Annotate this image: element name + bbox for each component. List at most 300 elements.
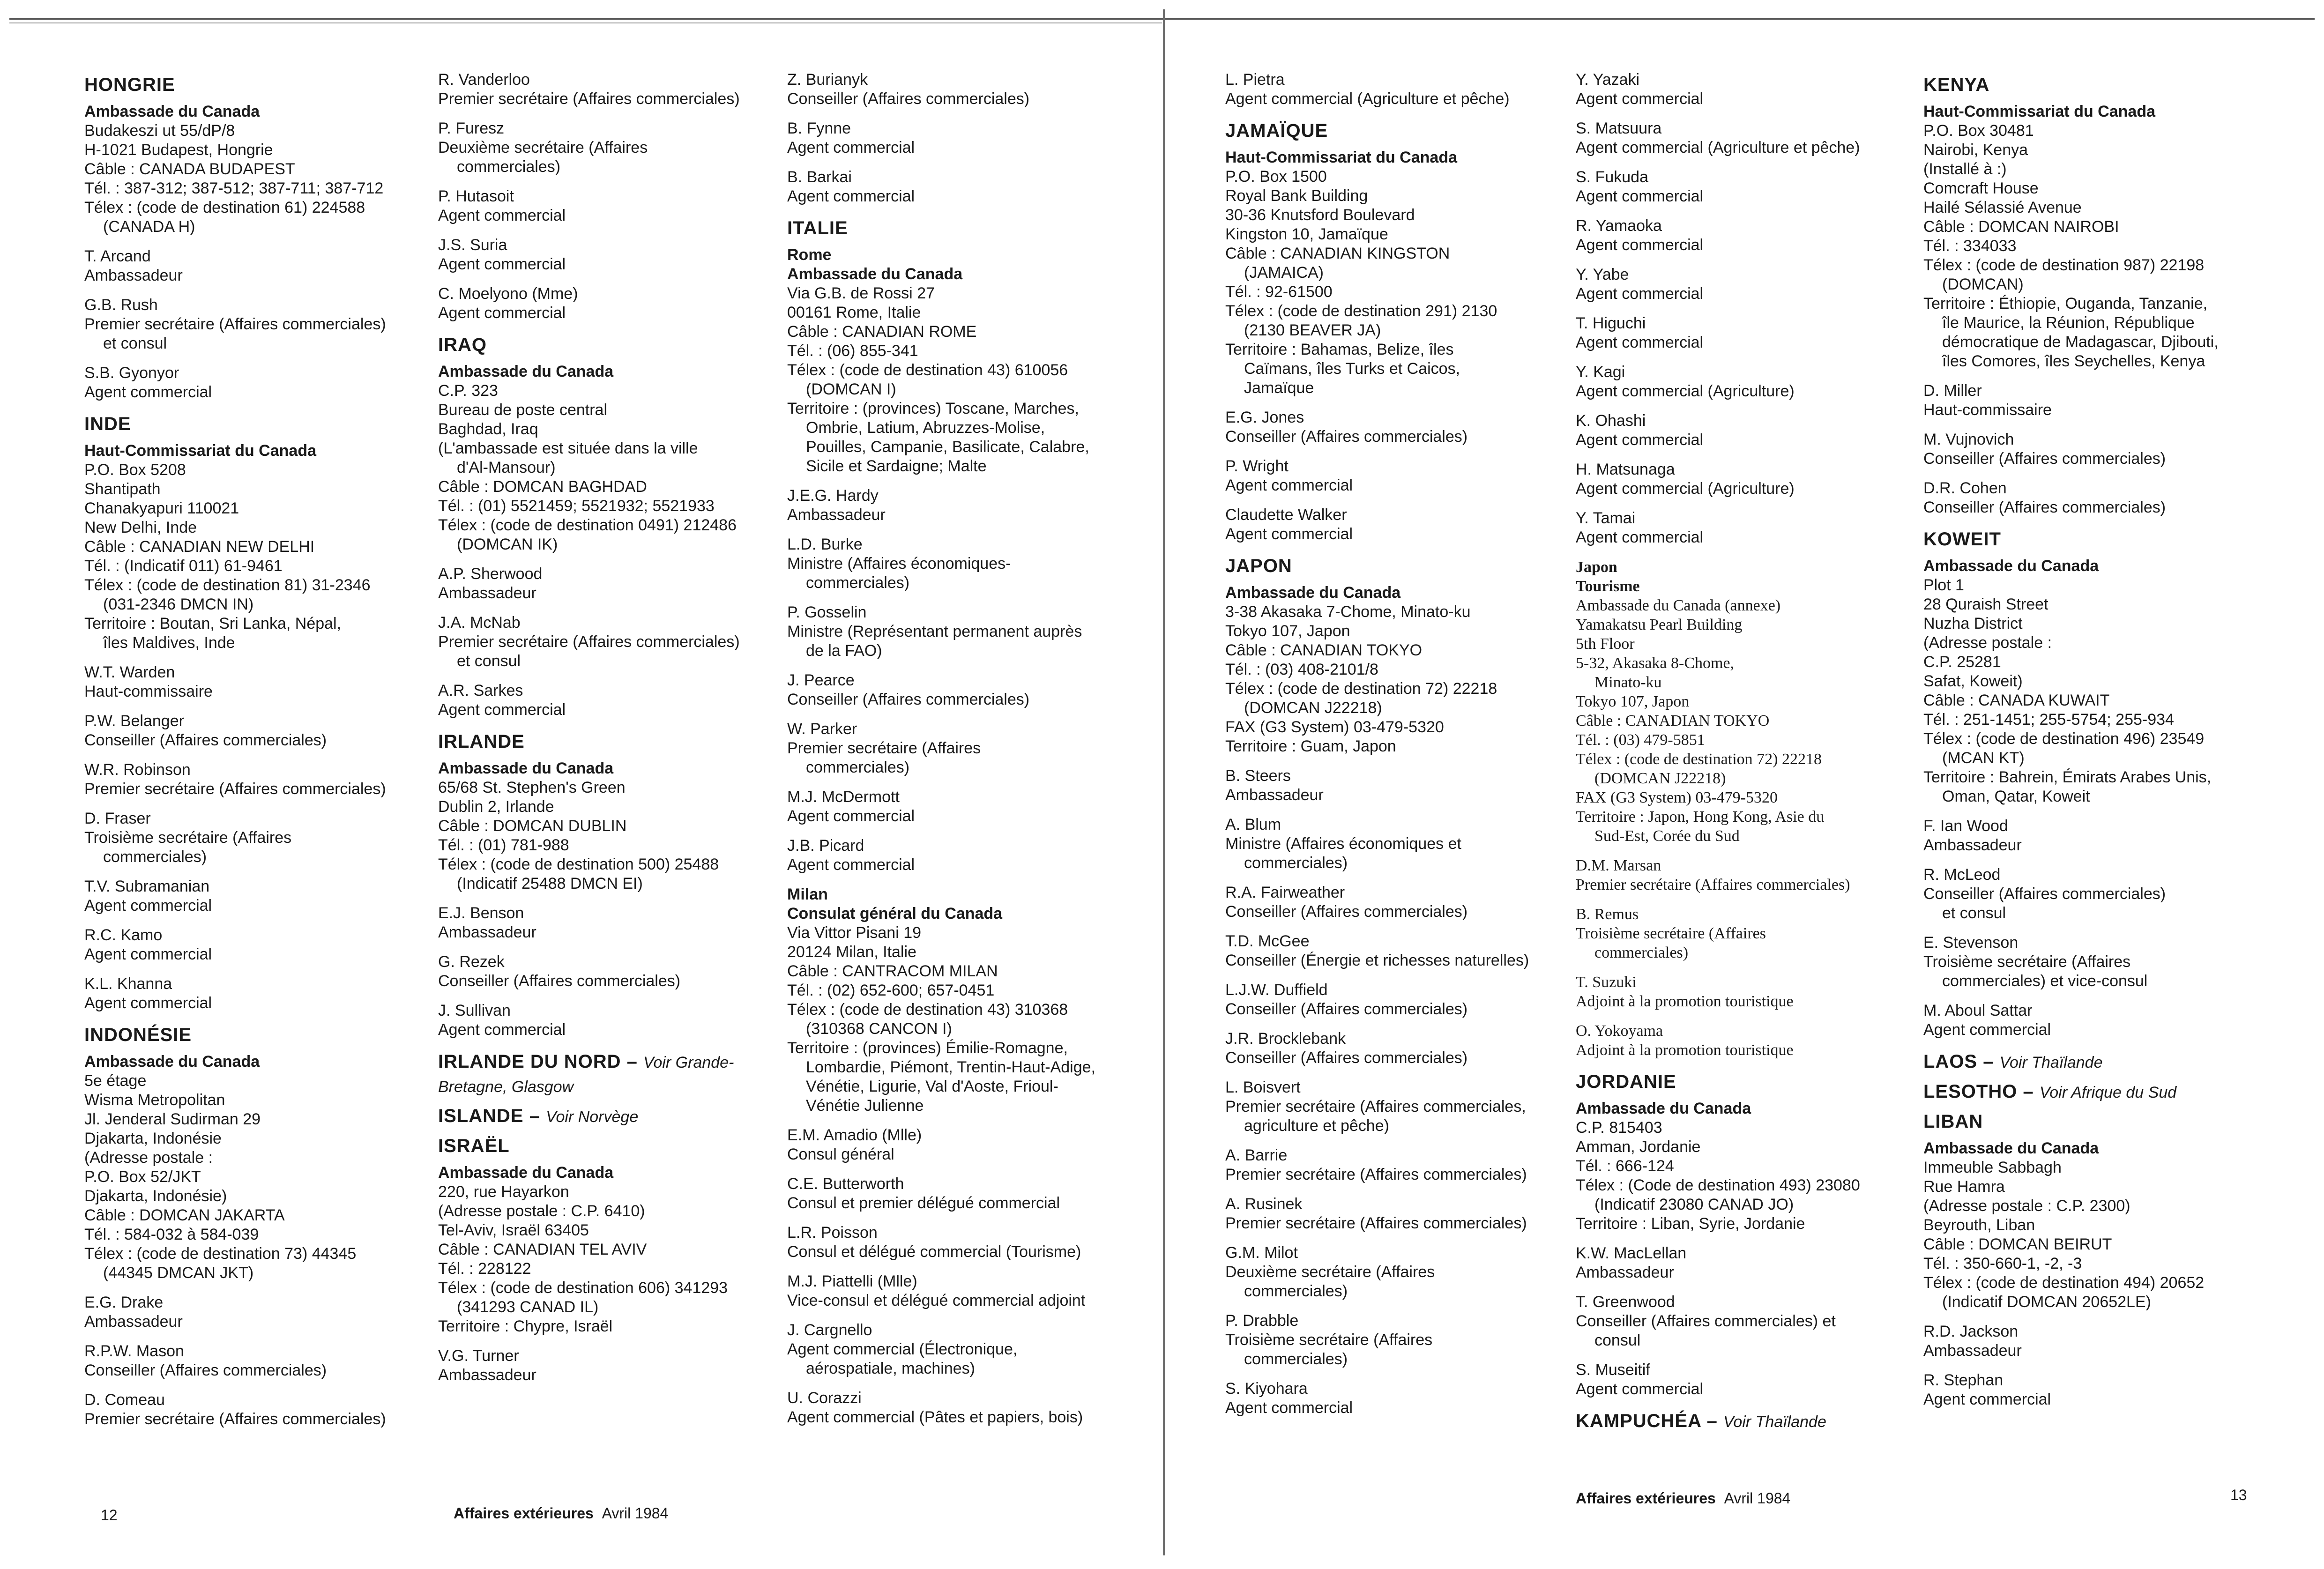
person-name: K.L. Khanna xyxy=(84,975,172,993)
country-heading-islande: ISLANDE – Voir Norvège xyxy=(438,1106,639,1126)
person-name: B. Barkai xyxy=(787,168,852,186)
office-title: Ambassade du Canada xyxy=(84,103,260,120)
person-name: J. Sullivan xyxy=(438,1002,511,1019)
person-name: L.D. Burke xyxy=(787,535,863,553)
person-name: Claudette Walker xyxy=(1225,506,1347,524)
address-line: îles Maldives, Inde xyxy=(103,634,235,652)
address-line: Lombardie, Piémont, Trentin-Haut-Adige, xyxy=(806,1058,1095,1076)
staff-entry xyxy=(84,809,422,867)
address-line: Tél. : 334033 xyxy=(1923,237,2017,255)
address-line: (Adresse postale : xyxy=(1923,634,2052,652)
address-line: (DOMCAN) xyxy=(1942,275,2024,293)
person-title: Conseiller (Affaires commerciales) et xyxy=(1576,1312,1836,1330)
top-rule-thin xyxy=(9,22,1162,23)
person-title: consul xyxy=(1594,1331,1641,1349)
person-name: D. Miller xyxy=(1923,382,1982,400)
person-title: Conseiller (Affaires commerciales) xyxy=(438,972,681,990)
person-name: A.P. Sherwood xyxy=(438,565,543,583)
address-line: Territoire : Éthiopie, Ouganda, Tanzanie, xyxy=(1923,295,2208,312)
person-title: Conseiller (Affaires commerciales) xyxy=(1225,1000,1468,1018)
person-title: commerciales) xyxy=(103,848,207,866)
address-line: Royal Bank Building xyxy=(1225,187,1368,205)
address-line: Bureau de poste central xyxy=(438,401,608,419)
staff-entry xyxy=(787,603,1125,661)
person-name: V.G. Turner xyxy=(438,1347,519,1365)
person-title: Agent commercial xyxy=(787,187,915,205)
address-line: Télex : (code de destination 73) 44345 xyxy=(84,1245,357,1263)
person-name: M. Vujnovich xyxy=(1923,431,2014,448)
staff-entry xyxy=(787,1126,1125,1164)
staff-entry xyxy=(84,974,422,1013)
office-block xyxy=(787,885,1125,1115)
person-name: J.E.G. Hardy xyxy=(787,487,879,505)
person-name: S.B. Gyonyor xyxy=(84,364,179,382)
person-name: W.T. Warden xyxy=(84,663,175,681)
address-line: (CANADA H) xyxy=(103,218,195,236)
staff-entry xyxy=(1576,314,1913,352)
staff-entry xyxy=(787,1175,1125,1213)
person-name: M. Aboul Sattar xyxy=(1923,1002,2033,1019)
staff-entry xyxy=(1225,932,1563,970)
person-name: W. Parker xyxy=(787,720,857,738)
person-title: commerciales) xyxy=(806,574,910,592)
person-name: D. Comeau xyxy=(84,1391,165,1409)
address-line: 220, rue Hayarkon xyxy=(438,1183,569,1201)
address-line: Chanakyapuri 110021 xyxy=(84,499,239,517)
person-title: et consul xyxy=(1942,904,2006,922)
address-line: Territoire : Guam, Japon xyxy=(1225,737,1396,755)
office-block xyxy=(1225,148,1563,398)
office-block xyxy=(1923,1139,2261,1312)
person-title: Agent commercial (Pâtes et papiers, bois) xyxy=(787,1408,1083,1426)
person-title: Agent commercial xyxy=(1225,1399,1353,1417)
address-line: (341293 CANAD IL) xyxy=(457,1298,599,1316)
address-line: 28 Quraish Street xyxy=(1923,595,2048,613)
address-line: Immeuble Sabbagh xyxy=(1923,1159,2062,1176)
person-name: B. Remus xyxy=(1576,906,1639,923)
address-line: Télex : (code de destination 43) 610056 xyxy=(787,361,1068,379)
staff-entry xyxy=(787,836,1125,875)
staff-entry xyxy=(1576,973,1913,1011)
staff-entry xyxy=(1225,506,1563,544)
staff-entry xyxy=(438,681,775,720)
left-footer-title: Affaires extérieures xyxy=(454,1505,594,1522)
person-name: T. Suzuki xyxy=(1576,974,1637,991)
address-line: Territoire : (provinces) Toscane, Marches, xyxy=(787,400,1079,417)
country-heading-irlande-du-nord: IRLANDE DU NORD – Voir Grande-Bretagne, Glasgow xyxy=(438,1051,734,1096)
office-title: Ambassade du Canada xyxy=(1923,1139,2099,1157)
address-line: Câble : CANTRACOM MILAN xyxy=(787,962,998,980)
address-line: (DOMCAN J22218) xyxy=(1244,699,1382,717)
country-name: KENYA xyxy=(1923,74,1990,95)
person-title: Ambassadeur xyxy=(1923,836,2022,854)
address-line: Télex : (code de destination 987) 22198 xyxy=(1923,256,2205,274)
person-title: Premier secrétaire (Affaires commerciales) xyxy=(438,90,740,108)
person-title: Premier secrétaire (Affaires commerciales) xyxy=(1576,876,1850,893)
office-title: Japon xyxy=(1576,558,1617,576)
address-line: Territoire : Bahrein, Émirats Arabes Unis, xyxy=(1923,768,2212,786)
person-title: Agent commercial xyxy=(787,856,915,874)
staff-entry xyxy=(438,70,775,109)
address-line: Shantipath xyxy=(84,480,161,498)
staff-entry xyxy=(787,70,1125,109)
staff-entry xyxy=(84,760,422,799)
address-line: Djakarta, Indonésie xyxy=(84,1130,222,1147)
address-line: (JAMAICA) xyxy=(1244,264,1324,282)
staff-entry xyxy=(1576,265,1913,304)
address-line: Tél. : (01) 781-988 xyxy=(438,836,569,854)
address-line: (310368 CANCON I) xyxy=(806,1020,952,1038)
staff-entry xyxy=(438,613,775,671)
staff-entry xyxy=(1225,1379,1563,1418)
person-name: U. Corazzi xyxy=(787,1389,862,1407)
address-line: Câble : CANADIAN KINGSTON xyxy=(1225,245,1450,262)
person-title: Premier secrétaire (Affaires commerciales) xyxy=(1225,1166,1527,1183)
address-line: C.P. 323 xyxy=(438,382,498,400)
country-heading-inde xyxy=(84,412,422,436)
office-block xyxy=(1576,1099,1913,1234)
address-line: P.O. Box 5208 xyxy=(84,461,186,479)
country-heading-kampuchea: KAMPUCHÉA – Voir Thaïlande xyxy=(1576,1411,1826,1431)
address-line: Territoire : (provinces) Émilie-Romagne, xyxy=(787,1039,1068,1057)
address-line: Ambassade du Canada (annexe) xyxy=(1576,597,1781,614)
country-heading-israel xyxy=(438,1134,775,1158)
left-page-column-3 xyxy=(787,70,1125,1437)
address-line: (DOMCAN J22218) xyxy=(1594,770,1726,787)
person-name: R. Stephan xyxy=(1923,1371,2004,1389)
person-name: E.G. Drake xyxy=(84,1294,164,1311)
office-block xyxy=(438,362,775,554)
address-line: (44345 DMCAN JKT) xyxy=(103,1264,254,1282)
person-name: J.B. Picard xyxy=(787,837,864,855)
staff-entry xyxy=(438,236,775,274)
person-name: E.M. Amadio (Mlle) xyxy=(787,1126,922,1144)
country-heading-irlande xyxy=(438,730,775,753)
address-line: Vénétie, Ligurie, Val d'Aoste, Frioul- xyxy=(806,1078,1058,1095)
address-line: Djakarta, Indonésie) xyxy=(84,1187,227,1205)
person-title: de la FAO) xyxy=(806,642,882,660)
person-name: S. Fukuda xyxy=(1576,168,1648,186)
staff-entry xyxy=(1225,1146,1563,1184)
person-name: D.M. Marsan xyxy=(1576,857,1661,874)
address-line: Télex : (code de destination 291) 2130 xyxy=(1225,302,1497,320)
country-name: KAMPUCHÉA xyxy=(1576,1411,1701,1431)
person-name: L.R. Poisson xyxy=(787,1224,878,1242)
staff-entry xyxy=(438,187,775,225)
person-name: L. Boisvert xyxy=(1225,1078,1301,1096)
person-name: P. Gosselin xyxy=(787,603,867,621)
address-line: Tél. : 584-032 à 584-039 xyxy=(84,1226,259,1243)
office-title: Haut-Commissariat du Canada xyxy=(1923,103,2155,120)
address-line: Tél. : (06) 855-341 xyxy=(787,342,918,360)
staff-entry xyxy=(787,671,1125,709)
person-title: Vice-consul et délégué commercial adjoint xyxy=(787,1292,1086,1309)
staff-entry xyxy=(84,926,422,964)
address-line: Territoire : Japon, Hong Kong, Asie du xyxy=(1576,808,1825,825)
address-line: Sicile et Sardaigne; Malte xyxy=(806,457,987,475)
staff-entry xyxy=(438,284,775,323)
person-name: R.C. Kamo xyxy=(84,926,163,944)
address-line: Télex : (code de destination 496) 23549 xyxy=(1923,730,2205,748)
address-line: Télex : (code de destination 43) 310368 xyxy=(787,1001,1068,1019)
address-line: (Indicatif 23080 CANAD JO) xyxy=(1594,1196,1794,1213)
person-name: J.R. Brocklebank xyxy=(1225,1030,1346,1048)
address-line: (Indicatif 25488 DMCN EI) xyxy=(457,875,643,892)
person-title: Agent commercial (Électronique, xyxy=(787,1340,1018,1358)
address-line: Tél. : (03) 408-2101/8 xyxy=(1225,661,1378,678)
person-name: P. Drabble xyxy=(1225,1312,1299,1330)
person-title: Conseiller (Affaires commerciales) xyxy=(1923,498,2166,516)
person-name: G.M. Milot xyxy=(1225,1244,1298,1262)
person-title: commerciales) xyxy=(1244,1350,1348,1368)
office-block xyxy=(84,441,422,653)
person-name: A. Blum xyxy=(1225,816,1281,833)
staff-entry xyxy=(787,1272,1125,1310)
address-line: Câble : DOMCAN JAKARTA xyxy=(84,1206,285,1224)
person-name: A. Rusinek xyxy=(1225,1195,1303,1213)
address-line: Tél. : 387-312; 387-512; 387-711; 387-712 xyxy=(84,179,384,197)
person-name: J. Cargnello xyxy=(787,1321,872,1339)
country-name: LESOTHO xyxy=(1923,1081,2018,1102)
person-title: Agent commercial (Agriculture et pêche) xyxy=(1576,139,1860,156)
address-line: P.O. Box 52/JKT xyxy=(84,1168,201,1186)
person-title: Ambassadeur xyxy=(438,584,536,602)
address-line: Wisma Metropolitan xyxy=(84,1091,225,1109)
person-title: Ministre (Affaires économiques- xyxy=(787,555,1011,573)
see-reference: Voir Norvège xyxy=(546,1108,639,1126)
staff-entry xyxy=(1225,766,1563,805)
office-subtitle: Tourisme xyxy=(1576,578,1640,595)
person-name: C. Moelyono (Mme) xyxy=(438,285,578,303)
person-title: Agent commercial xyxy=(438,207,566,224)
country-heading-liban xyxy=(1923,1110,2261,1133)
address-line: Télex : (code de destination 81) 31-2346 xyxy=(84,576,371,594)
staff-entry xyxy=(1225,1195,1563,1233)
address-line: (2130 BEAVER JA) xyxy=(1244,321,1381,339)
office-block xyxy=(1576,558,1913,846)
person-name: T. Higuchi xyxy=(1576,314,1646,332)
address-line: Hailé Sélassié Avenue xyxy=(1923,199,2082,216)
person-name: J. Pearce xyxy=(787,671,855,689)
staff-entry xyxy=(1225,1029,1563,1068)
see-reference: Voir Grande-Bretagne, Glasgow xyxy=(438,1054,734,1096)
person-title: Premier secrétaire (Affaires commerciales) xyxy=(84,315,386,333)
person-title: Agent commercial xyxy=(84,383,212,401)
person-name: L. Pietra xyxy=(1225,71,1285,89)
country-heading-kenya xyxy=(1923,73,2261,97)
person-title: Agent commercial xyxy=(1225,525,1353,543)
person-name: S. Matsuura xyxy=(1576,119,1662,137)
address-line: Ombrie, Latium, Abruzzes-Molise, xyxy=(806,419,1045,437)
left-page-column-1 xyxy=(84,70,422,1439)
staff-entry xyxy=(84,663,422,701)
address-line: Territoire : Bahamas, Belize, îles xyxy=(1225,341,1454,358)
address-line: îles Comores, îles Seychelles, Kenya xyxy=(1942,352,2205,370)
person-title: Conseiller (Affaires commerciales) xyxy=(787,90,1030,108)
staff-entry xyxy=(1225,815,1563,873)
page-gutter xyxy=(1163,9,1165,1555)
person-name: R. Vanderloo xyxy=(438,71,530,89)
address-line: Amman, Jordanie xyxy=(1576,1138,1701,1156)
person-title: Troisième secrétaire (Affaires xyxy=(1923,953,2131,971)
address-line: (Adresse postale : xyxy=(84,1149,213,1167)
address-line: Kingston 10, Jamaïque xyxy=(1225,225,1388,243)
address-line: 5-32, Akasaka 8-Chome, xyxy=(1576,654,1735,672)
staff-entry xyxy=(1225,70,1563,109)
top-rule xyxy=(9,18,2315,20)
country-name: ITALIE xyxy=(787,218,848,238)
address-line: Tél. : 666-124 xyxy=(1576,1157,1674,1175)
office-subtitle: Consulat général du Canada xyxy=(787,905,1003,922)
staff-entry xyxy=(1225,1311,1563,1369)
address-line: 5th Floor xyxy=(1576,635,1635,653)
person-title: Ambassadeur xyxy=(1923,1342,2022,1360)
staff-entry xyxy=(1923,817,2261,855)
person-title: Agent commercial xyxy=(438,304,566,322)
address-line: Tél. : 251-1451; 255-5754; 255-934 xyxy=(1923,711,2174,729)
person-title: commerciales) xyxy=(1244,1282,1348,1300)
person-name: Y. Tamai xyxy=(1576,509,1636,527)
country-name: KOWEIT xyxy=(1923,529,2001,550)
staff-entry xyxy=(1225,457,1563,495)
staff-entry xyxy=(787,486,1125,525)
address-line: Oman, Qatar, Koweit xyxy=(1942,788,2090,805)
country-heading-koweit xyxy=(1923,528,2261,551)
person-title: commerciales) xyxy=(806,758,910,776)
office-title: Ambassade du Canada xyxy=(438,1164,614,1182)
person-title: Agent commercial xyxy=(1225,476,1353,494)
person-name: H. Matsunaga xyxy=(1576,461,1675,478)
person-title: Agent commercial xyxy=(1576,431,1704,449)
staff-entry xyxy=(1225,981,1563,1019)
office-block xyxy=(438,759,775,893)
address-line: 65/68 St. Stephen's Green xyxy=(438,779,626,796)
person-title: Ambassadeur xyxy=(1225,786,1324,804)
staff-entry xyxy=(787,1389,1125,1427)
country-heading-iraq xyxy=(438,333,775,357)
office-title: Ambassade du Canada xyxy=(1576,1100,1751,1117)
person-title: Conseiller (Affaires commerciales) xyxy=(1225,428,1468,446)
person-title: agriculture et pêche) xyxy=(1244,1117,1389,1135)
address-line: Câble : DOMCAN DUBLIN xyxy=(438,817,627,835)
address-line: Câble : CANADIAN TOKYO xyxy=(1576,712,1770,729)
staff-entry xyxy=(84,1293,422,1331)
address-line: (L'ambassade est située dans la ville xyxy=(438,439,698,457)
address-line: Câble : DOMCAN NAIROBI xyxy=(1923,218,2119,236)
address-line: Télex : (code de destination 500) 25488 xyxy=(438,855,719,873)
address-line: Câble : CANADIAN TOKYO xyxy=(1225,641,1423,659)
left-page-number: 12 xyxy=(101,1507,118,1524)
office-title: Rome xyxy=(787,246,832,264)
country-heading-laos: LAOS – Voir Thaïlande xyxy=(1923,1051,2103,1072)
person-title: Agent commercial xyxy=(1576,187,1704,205)
person-title: Agent commercial xyxy=(1576,528,1704,546)
address-line: (Installé à :) xyxy=(1923,160,2007,178)
address-line: C.P. 815403 xyxy=(1576,1119,1662,1137)
person-title: Agent commercial xyxy=(787,807,915,825)
person-name: R. Yamaoka xyxy=(1576,217,1662,235)
staff-entry xyxy=(787,788,1125,826)
staff-entry xyxy=(1576,1021,1913,1060)
person-name: P. Hutasoit xyxy=(438,187,514,205)
see-reference: Voir Thaïlande xyxy=(1999,1054,2103,1071)
office-title: Ambassade du Canada xyxy=(1225,584,1401,602)
address-line: (031-2346 DMCN IN) xyxy=(103,595,254,613)
person-title: commerciales) xyxy=(1594,944,1689,961)
address-line: Rue Hamra xyxy=(1923,1178,2005,1196)
address-line: Câble : CANADIAN NEW DELHI xyxy=(84,538,315,556)
left-page-column-2 xyxy=(438,70,775,1395)
country-heading-japon xyxy=(1225,554,1563,578)
address-line: 3-38 Akasaka 7-Chome, Minato-ku xyxy=(1225,603,1471,621)
person-title: Premier secrétaire (Affaires commerciales) xyxy=(1225,1214,1527,1232)
person-name: P. Furesz xyxy=(438,119,505,137)
address-line: Tél. : (03) 479-5851 xyxy=(1576,731,1705,749)
office-block xyxy=(1225,583,1563,756)
person-name: G.B. Rush xyxy=(84,296,158,314)
staff-entry xyxy=(438,904,775,942)
person-title: aérospatiale, machines) xyxy=(806,1360,975,1377)
person-title: Agent commercial xyxy=(1923,1391,2051,1408)
office-block xyxy=(438,1163,775,1336)
country-name: JORDANIE xyxy=(1576,1071,1676,1092)
right-footer-title: Affaires extérieures xyxy=(1576,1490,1716,1507)
person-title: Agent commercial (Agriculture) xyxy=(1576,382,1795,400)
right-page-number: 13 xyxy=(2230,1487,2247,1503)
address-line: (Adresse postale : C.P. 2300) xyxy=(1923,1197,2130,1215)
address-line: Caïmans, îles Turks et Caicos, xyxy=(1244,360,1460,378)
staff-entry xyxy=(1576,1244,1913,1282)
person-title: Haut-commissaire xyxy=(1923,401,2052,419)
address-line: Dublin 2, Irlande xyxy=(438,798,554,816)
person-title: et consul xyxy=(103,335,167,352)
person-title: Premier secrétaire (Affaires commerciales, xyxy=(1225,1098,1526,1115)
staff-entry xyxy=(1576,168,1913,206)
person-title: Haut-commissaire xyxy=(84,683,213,700)
person-title: Agent commercial xyxy=(438,255,566,273)
country-name: JAPON xyxy=(1225,556,1292,576)
person-name: A. Barrie xyxy=(1225,1146,1288,1164)
person-title: commerciales) xyxy=(1244,854,1348,872)
staff-entry xyxy=(1225,883,1563,922)
staff-entry xyxy=(1576,509,1913,547)
staff-entry xyxy=(1923,1001,2261,1040)
staff-entry xyxy=(1576,856,1913,894)
address-line: Tél. : 350-660-1, -2, -3 xyxy=(1923,1255,2082,1272)
person-name: Y. Yabe xyxy=(1576,266,1629,283)
person-title: Ambassadeur xyxy=(438,1366,536,1384)
person-title: Conseiller (Affaires commerciales) xyxy=(1225,1049,1468,1067)
person-title: Premier secrétaire (Affaires commerciales) xyxy=(84,780,386,798)
staff-entry xyxy=(1923,479,2261,517)
person-name: F. Ian Wood xyxy=(1923,817,2008,835)
address-line: (DOMCAN IK) xyxy=(457,535,558,553)
person-name: M.J. Piattelli (Mlle) xyxy=(787,1272,917,1290)
address-line: île Maurice, la Réunion, République xyxy=(1942,314,2195,332)
address-line: Jl. Jenderal Sudirman 29 xyxy=(84,1110,261,1128)
person-title: Agent commercial xyxy=(84,897,212,915)
staff-entry xyxy=(438,1001,775,1040)
address-line: C.P. 25281 xyxy=(1923,653,2001,671)
person-title: Premier secrétaire (Affaires commerciales) xyxy=(438,633,740,651)
staff-entry xyxy=(84,1342,422,1380)
office-title: Ambassade du Canada xyxy=(84,1053,260,1071)
person-title: Conseiller (Affaires commerciales) xyxy=(1923,450,2166,468)
office-title: Milan xyxy=(787,885,828,903)
office-title: Ambassade du Canada xyxy=(438,759,614,777)
person-name: R.A. Fairweather xyxy=(1225,884,1345,901)
person-title: Agent commercial xyxy=(787,139,915,156)
